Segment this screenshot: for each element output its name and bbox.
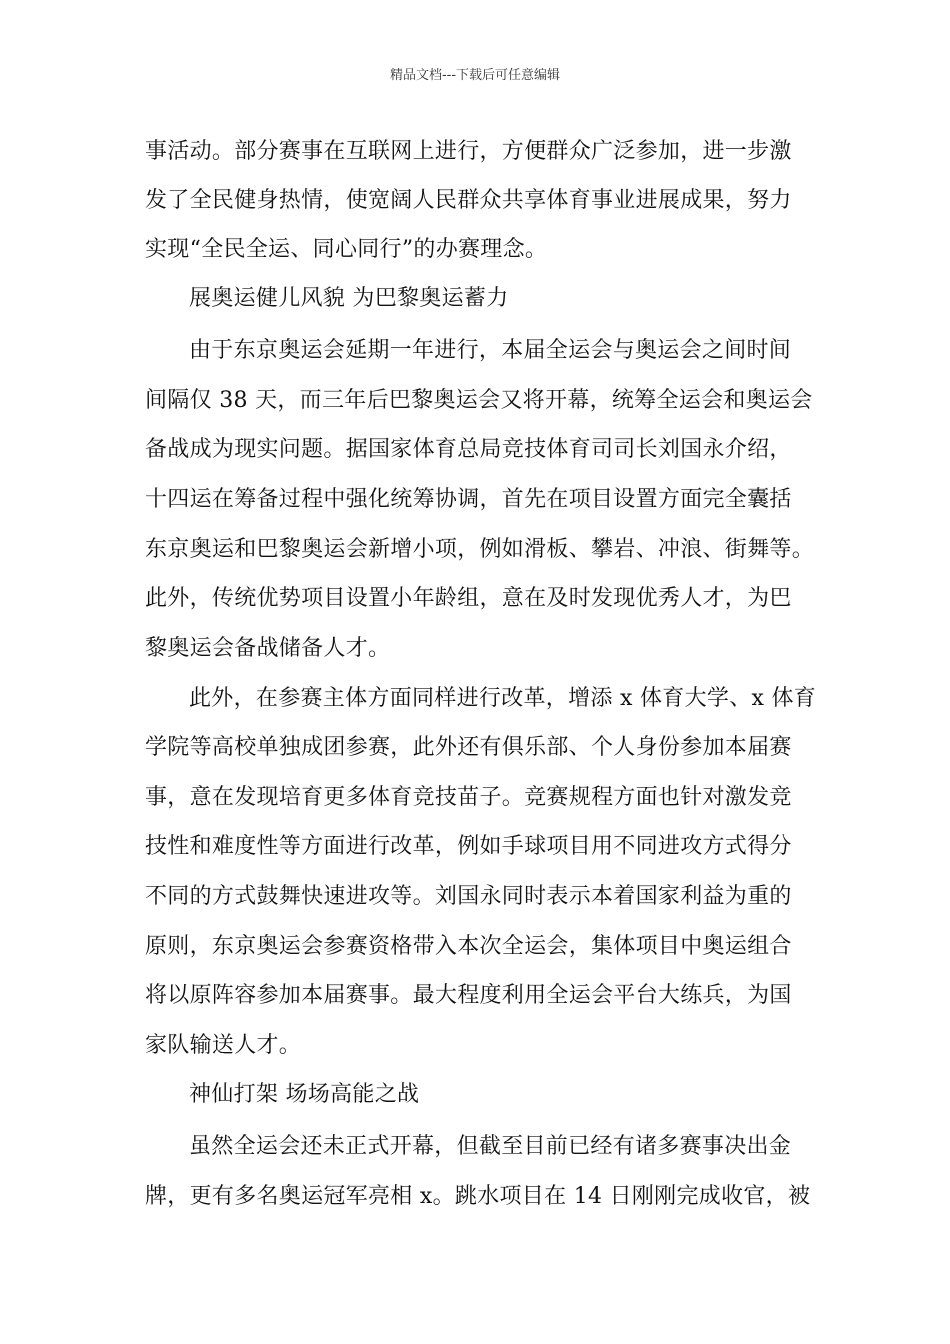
page-header: 精品文档---下载后可任意编辑 bbox=[389, 68, 561, 83]
section-heading: 展奥运健儿风貌 为巴黎奥运蓄力 bbox=[189, 286, 509, 311]
text-line: 间隔仅 38 天，而三年后巴黎奥运会又将开幕，统筹全运会和奥运会 bbox=[145, 388, 813, 413]
text-line: 东京奥运和巴黎奥运会新增小项，例如滑板、攀岩、冲浪、街舞等。 bbox=[145, 537, 815, 562]
text-line: 实现“全民全运、同心同行”的办赛理念。 bbox=[145, 237, 548, 262]
text-line: 由于东京奥运会延期一年进行，本届全运会与奥运会之间时间 bbox=[189, 338, 792, 363]
text-line: 黎奥运会备战储备人才。 bbox=[145, 636, 391, 661]
text-line: 不同的方式鼓舞快速进攻等。刘国永同时表示本着国家利益为重的 bbox=[145, 884, 792, 909]
text-line: 将以原阵容参加本届赛事。最大程度利用全运会平台大练兵，为国 bbox=[145, 983, 792, 1008]
text-line: 虽然全运会还未正式开幕，但截至目前已经有诸多赛事决出金 bbox=[189, 1134, 792, 1159]
text-line: 家队输送人才。 bbox=[145, 1033, 302, 1058]
text-line: 牌，更有多名奥运冠军亮相 x。跳水项目在 14 日刚刚完成收官，被 bbox=[145, 1184, 811, 1209]
text-line: 此外，传统优势项目设置小年龄组，意在及时发现优秀人才，为巴 bbox=[145, 586, 792, 611]
text-line: 发了全民健身热情，使宽阔人民群众共享体育事业进展成果，努力 bbox=[145, 188, 792, 213]
text-line: 事活动。部分赛事在互联网上进行，方便群众广泛参加，进一步激 bbox=[145, 139, 792, 164]
text-line: 十四运在筹备过程中强化统筹协调，首先在项目设置方面完全囊括 bbox=[145, 487, 792, 512]
text-line: 此外，在参赛主体方面同样进行改革，增添 x 体育大学、x 体育 bbox=[189, 686, 817, 711]
section-heading: 神仙打架 场场高能之战 bbox=[189, 1082, 420, 1107]
text-line: 事，意在发现培育更多体育竞技苗子。竞赛规程方面也针对激发竞 bbox=[145, 785, 792, 810]
text-line: 原则，东京奥运会参赛资格带入本次全运会，集体项目中奥运组合 bbox=[145, 934, 792, 959]
text-line: 技性和难度性等方面进行改革，例如手球项目用不同进攻方式得分 bbox=[145, 834, 792, 859]
text-line: 备战成为现实问题。据国家体育总局竞技体育司司长刘国永介绍， bbox=[145, 437, 792, 462]
text-line: 学院等高校单独成团参赛，此外还有俱乐部、个人身份参加本届赛 bbox=[145, 735, 792, 760]
